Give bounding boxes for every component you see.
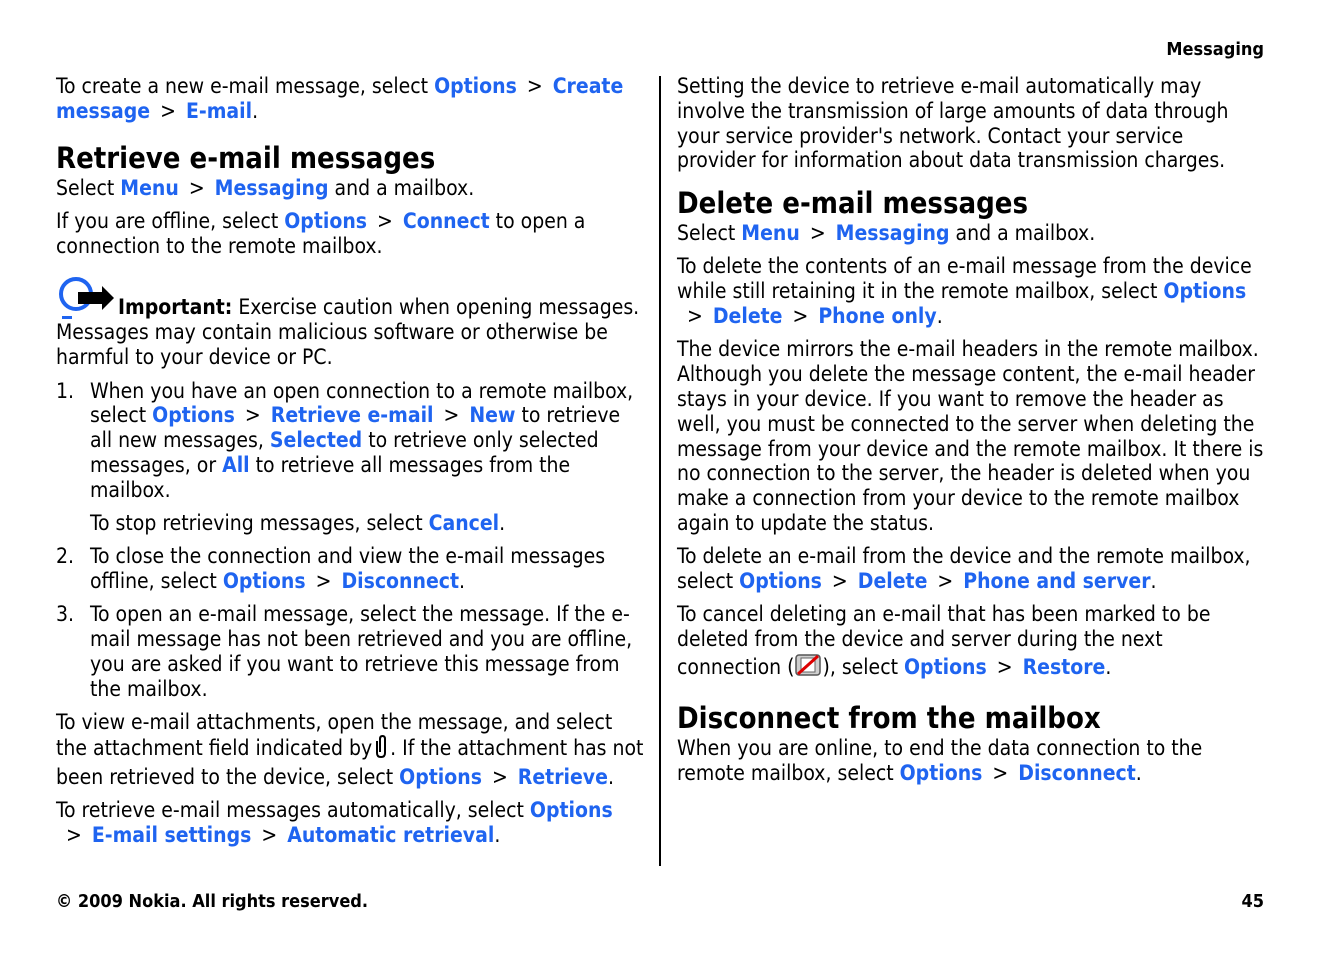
paragraph-delete-phone-only: To delete the contents of an e-mail message from the device while still retaining it in the remote mailbox, select Options> Delete > Phone only. [677, 254, 1252, 329]
paragraph-attachments: To view e-mail attachments, open the message, and select the attachment field indicated by . If the attachment has not been retrieved to the device, select Options > Retrieve. [56, 710, 644, 789]
link-menu: Menu [741, 221, 800, 246]
link-retrieve-email: Retrieve e-mail [270, 403, 434, 428]
link-automatic-retrieval: Automatic retrieval [287, 822, 495, 847]
heading-disconnect: Disconnect from the mailbox [677, 700, 1101, 735]
list-item: 3. To open an e-mail message, select the message. If the e-mail message has not been retrieved and you are offline, you are asked if you want to retrieve this message from the mailbox. [56, 602, 633, 701]
list-item: 2. To close the connection and view the e-mail messages offline, select Options > Disconnect. [56, 544, 606, 594]
right-column [677, 74, 1267, 794]
list-item: 1. When you have an open connection to a remote mailbox, select Options > Retrieve e-mail > New to retrieve all new messages, Selected to retrieve only selected messages, or All to retrieve all messages from the mailbox. To stop retrieving messages, select Cancel. [56, 379, 646, 536]
link-email-settings: E-mail settings [91, 822, 252, 847]
link-all: All [222, 452, 250, 477]
link-disconnect: Disconnect [1018, 760, 1136, 785]
link-options: Options [899, 760, 983, 785]
paragraph-stop-retrieving: To stop retrieving messages, select Cancel. [90, 511, 506, 536]
link-menu: Menu [120, 175, 179, 200]
link-phone-only: Phone only [818, 304, 937, 329]
copyright-footer: © 2009 Nokia. All rights reserved. [56, 891, 369, 912]
link-connect: Connect [402, 208, 490, 233]
important-icon [56, 276, 116, 320]
link-restore: Restore [1022, 654, 1106, 679]
link-options: Options [903, 654, 987, 679]
paragraph-create-message: To create a new e-mail message, select Options > Create message > E-mail. [56, 74, 624, 123]
paperclip-icon [372, 735, 390, 765]
steps-list [56, 379, 646, 702]
paragraph-cancel-delete: To cancel deleting an e-mail that has been marked to be deleted from the device and server during the next connection ( ), select Options > Restore. [677, 602, 1267, 683]
link-new: New [469, 403, 516, 428]
paragraph-offline: If you are offline, select Options > Connect to open a connection to the remote mailbox. [56, 208, 586, 258]
link-options: Options [152, 403, 235, 428]
page-number: 45 [1241, 891, 1264, 912]
link-options: Options [529, 798, 613, 823]
link-options: Options [739, 569, 822, 594]
running-header: Messaging [1166, 39, 1264, 60]
link-disconnect: Disconnect [341, 569, 459, 594]
link-phone-and-server: Phone and server [963, 569, 1151, 594]
link-options: Options [284, 208, 368, 233]
paragraph-select-menu: Select Menu > Messaging and a mailbox. [677, 221, 1096, 246]
heading-retrieve-email: Retrieve e-mail messages [56, 140, 436, 175]
important-note: Important: Exercise caution when opening messages. Messages may contain malicious software or otherwise be harmful to your device or PC. [56, 276, 646, 370]
link-options: Options [399, 764, 482, 789]
paragraph-auto-retrieve: To retrieve e-mail messages automatically, select Options> E-mail settings > Automatic retrieval. [56, 798, 613, 847]
delete-mark-icon [794, 652, 822, 684]
paragraph-data-charges: Setting the device to retrieve e-mail automatically may involve the transmission of large amounts of data through your service provider's network. Contact your service provider for information about data transmission charges. [677, 74, 1229, 173]
link-messaging: Messaging [214, 175, 329, 200]
link-selected: Selected [269, 428, 363, 453]
heading-delete-email: Delete e-mail messages [677, 186, 1028, 221]
paragraph-mirror-headers: The device mirrors the e-mail headers in the remote mailbox. Although you delete the message content, the e-mail header stays in your device. If you want to remove the header as well, you must be connected to the server when deleting the message from your device and the remote mailbox. It there is no connection to the server, the header is deleted when you make a connection from your device to the remote mailbox again to update the status. [677, 337, 1264, 535]
column-divider [659, 76, 661, 866]
link-options: Options [1163, 279, 1247, 304]
link-retrieve: Retrieve [517, 764, 608, 789]
link-delete: Delete [712, 304, 783, 329]
link-email: E-mail [185, 98, 253, 123]
left-column [56, 74, 646, 856]
link-delete: Delete [857, 569, 928, 594]
link-cancel: Cancel [428, 511, 500, 536]
link-options: Options [222, 569, 306, 594]
link-create-message: Create message [56, 74, 624, 123]
link-options: Options [434, 74, 517, 98]
link-messaging: Messaging [835, 221, 950, 246]
paragraph-delete-both: To delete an e-mail from the device and the remote mailbox, select Options > Delete > Phone and server. [677, 544, 1251, 594]
paragraph-disconnect: When you are online, to end the data connection to the remote mailbox, select Options > Disconnect. [677, 735, 1203, 785]
paragraph-select-menu: Select Menu > Messaging and a mailbox. [56, 175, 475, 200]
